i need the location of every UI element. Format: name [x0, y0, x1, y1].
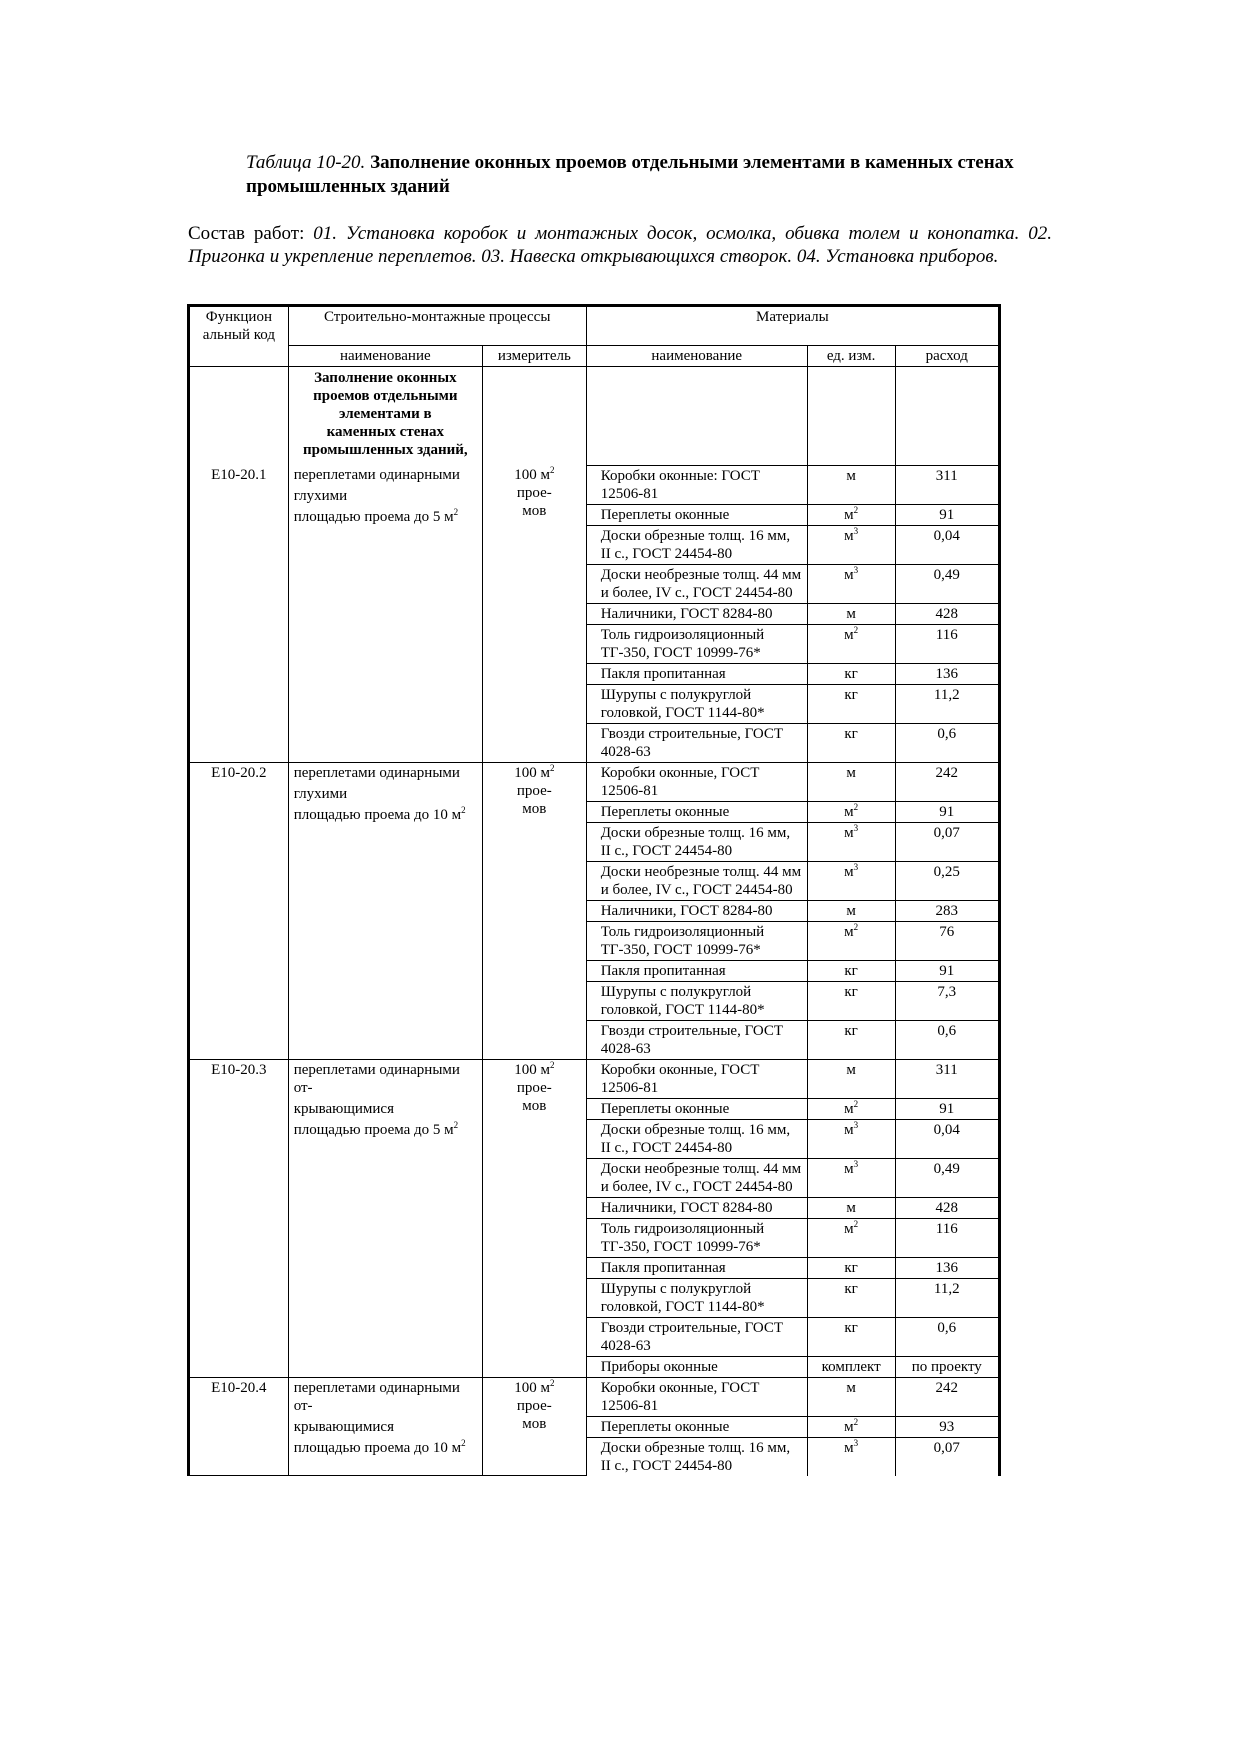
material-name: Гвозди строительные, ГОСТ 4028-63 — [586, 723, 807, 762]
material-name: Шурупы с полукруглой головкой, ГОСТ 1144-80* — [586, 684, 807, 723]
process-name-line: переплетами одинарными — [293, 467, 460, 483]
empty-cell — [482, 367, 586, 466]
superscript: 2 — [453, 1119, 459, 1130]
unit-text: кг — [844, 1319, 858, 1336]
unit-text: м — [844, 923, 854, 940]
material-name: Наличники, ГОСТ 8284-80 — [586, 603, 807, 624]
material-unit — [807, 663, 895, 684]
unit-text: м — [846, 1379, 856, 1396]
work-composition-text: 01. Установка коробок и монтажных досок, осмолка, обивка толем и конопатка. 02. Пригонка и укрепление переплетов. 03. Навеска открывающихся створок. 04. Установка приборов. — [188, 223, 1053, 267]
unit-text: м — [844, 626, 854, 643]
unit-text: кг — [844, 686, 858, 703]
material-unit — [807, 564, 895, 603]
superscript: 2 — [549, 1059, 555, 1070]
header-unit: ед. изм. — [807, 346, 895, 367]
empty-cell — [807, 367, 895, 466]
unit-text: м — [846, 467, 856, 484]
material-unit — [807, 861, 895, 900]
material-qty: 93 — [895, 1416, 1000, 1437]
unit-text: м — [846, 1061, 856, 1078]
unit-text: кг — [844, 725, 858, 742]
meter-value: 100 $м^2$ — [514, 1059, 555, 1078]
meter-value: 100 $м^2$ — [514, 762, 555, 781]
material-qty: 91 — [895, 801, 1000, 822]
unit-text: м — [844, 506, 854, 523]
unit-text: м — [846, 902, 856, 919]
material-qty: 11,2 — [895, 684, 1000, 723]
header-name: наименование — [288, 346, 482, 367]
material-qty: 0,25 — [895, 861, 1000, 900]
material-qty: 242 — [895, 762, 1000, 801]
unit-text: м — [844, 863, 854, 880]
meter-line: прое- — [516, 1079, 552, 1096]
unit-text: комплект — [821, 1358, 881, 1375]
unit-text: кг — [844, 665, 858, 682]
material-unit — [807, 801, 895, 822]
superscript: 3 — [853, 525, 859, 536]
header-code: Функцион альный код — [189, 306, 289, 367]
meter-line: мов — [522, 503, 547, 519]
material-unit — [807, 921, 895, 960]
table-title — [246, 151, 1046, 199]
material-qty: 91 — [895, 1098, 1000, 1119]
material-unit — [807, 1377, 895, 1416]
meter-line: мов — [522, 1415, 547, 1432]
process-name — [288, 1377, 482, 1476]
unit-text: м — [844, 1439, 854, 1456]
superscript: 2 — [549, 1377, 555, 1388]
process-name — [288, 762, 482, 1059]
material-unit — [807, 822, 895, 861]
material-qty: 311 — [895, 1059, 1000, 1098]
material-name: Доски обрезные толщ. 16 мм, II с., ГОСТ 24454-80 — [586, 1437, 807, 1476]
header-materials: Материалы — [586, 306, 999, 346]
table-row — [189, 1059, 1000, 1098]
material-unit — [807, 684, 895, 723]
material-name: Доски необрезные толщ. 44 мм и более, IV с., ГОСТ 24454-80 — [586, 564, 807, 603]
unit-text: м — [846, 605, 856, 622]
material-qty: 136 — [895, 1257, 1000, 1278]
material-name: Толь гидроизоляционный ТГ-350, ГОСТ 10999-76* — [586, 1218, 807, 1257]
unit-text: кг — [844, 983, 858, 1000]
material-unit — [807, 762, 895, 801]
work-composition-label: Состав работ: — [188, 223, 305, 244]
superscript: 2 — [853, 921, 859, 932]
material-qty: 0,6 — [895, 1317, 1000, 1356]
material-qty: 0,07 — [895, 1437, 1000, 1476]
material-name: Пакля пропитанная — [586, 1257, 807, 1278]
superscript: 2 — [453, 507, 459, 517]
superscript: 2 — [853, 801, 859, 812]
material-name: Шурупы с полукруглой головкой, ГОСТ 1144-80* — [586, 1278, 807, 1317]
table-number: Таблица 10-20. — [246, 152, 366, 173]
meter — [482, 762, 586, 1059]
unit-text: м — [844, 1418, 854, 1435]
unit-text: кг — [844, 1280, 858, 1297]
superscript: 3 — [853, 1437, 859, 1448]
unit-text: м — [844, 566, 854, 583]
material-qty: 76 — [895, 921, 1000, 960]
material-unit — [807, 504, 895, 525]
material-unit — [807, 525, 895, 564]
material-name: Приборы оконные — [586, 1356, 807, 1377]
material-name: Толь гидроизоляционный ТГ-350, ГОСТ 10999-76* — [586, 624, 807, 663]
header-row-bottom — [189, 346, 1000, 367]
table-row — [189, 1377, 1000, 1416]
row-code: Е10-20.3 — [189, 1059, 289, 1377]
process-name-line: площадью проема до 5 $м^2$ — [293, 1119, 459, 1138]
unit-text: м — [844, 1100, 854, 1117]
unit-text: м — [844, 1160, 854, 1177]
superscript: 2 — [461, 1437, 466, 1448]
material-unit — [807, 1197, 895, 1218]
material-qty: 0,49 — [895, 1158, 1000, 1197]
material-name: Коробки оконные, ГОСТ 12506-81 — [586, 1377, 807, 1416]
material-qty: 7,3 — [895, 981, 1000, 1020]
unit-text: кг — [844, 1259, 858, 1276]
material-qty: 0,49 — [895, 564, 1000, 603]
material-name: Пакля пропитанная — [586, 663, 807, 684]
process-name-line: глухими — [293, 488, 348, 504]
material-qty: 116 — [895, 1218, 1000, 1257]
material-unit — [807, 624, 895, 663]
material-qty: 91 — [895, 504, 1000, 525]
material-unit — [807, 1416, 895, 1437]
meter-line: мов — [522, 1097, 547, 1114]
header-meter: измеритель — [482, 346, 586, 367]
header-qty: расход — [895, 346, 1000, 367]
unit-text: м — [844, 824, 854, 841]
table-row — [189, 465, 1000, 504]
table-row — [189, 762, 1000, 801]
material-name: Пакля пропитанная — [586, 960, 807, 981]
superscript: 3 — [853, 1158, 859, 1169]
process-name-line: переплетами одинарными — [293, 764, 460, 781]
unit-text: м — [844, 527, 854, 544]
material-name: Наличники, ГОСТ 8284-80 — [586, 1197, 807, 1218]
process-name-line: глухими — [293, 785, 348, 802]
superscript: 2 — [853, 1218, 859, 1229]
material-name: Переплеты оконные — [586, 801, 807, 822]
unit-text: м — [844, 803, 854, 820]
material-unit — [807, 723, 895, 762]
superscript: 2 — [853, 624, 859, 635]
material-unit — [807, 1218, 895, 1257]
material-name: Переплеты оконные — [586, 504, 807, 525]
unit-text: м — [844, 1220, 854, 1237]
process-name-line: площадью проема до 10 $м^2$ — [293, 1437, 466, 1456]
process-name-line: переплетами одинарными от- — [293, 1061, 460, 1096]
material-qty: 428 — [895, 1197, 1000, 1218]
material-unit — [807, 1437, 895, 1476]
material-qty: 0,04 — [895, 1119, 1000, 1158]
table-heading: Заполнение оконных проемов отдельными элементами в каменных стенах промышленных зданий — [246, 152, 1014, 197]
superscript: 2 — [461, 804, 466, 815]
process-name-line: переплетами одинарными от- — [293, 1379, 460, 1414]
material-name: Доски необрезные толщ. 44 мм и более, IV с., ГОСТ 24454-80 — [586, 861, 807, 900]
material-unit — [807, 1317, 895, 1356]
material-unit — [807, 1278, 895, 1317]
material-unit — [807, 1098, 895, 1119]
material-qty: 0,04 — [895, 525, 1000, 564]
superscript: 2 — [549, 465, 555, 475]
meter-line: прое- — [516, 1397, 552, 1414]
material-qty: 428 — [895, 603, 1000, 624]
material-qty: 283 — [895, 900, 1000, 921]
material-name: Гвозди строительные, ГОСТ 4028-63 — [586, 1020, 807, 1059]
meter-line: прое- — [516, 782, 552, 799]
material-name: Коробки оконные, ГОСТ 12506-81 — [586, 762, 807, 801]
material-qty: 116 — [895, 624, 1000, 663]
material-qty: 11,2 — [895, 1278, 1000, 1317]
material-name: Доски обрезные толщ. 16 мм, II с., ГОСТ 24454-80 — [586, 1119, 807, 1158]
unit-text: м — [844, 1121, 854, 1138]
unit-text: м — [846, 764, 856, 781]
material-unit — [807, 603, 895, 624]
unit-text: кг — [844, 1022, 858, 1039]
process-name-line: площадью проема до 5 $м^2$ — [293, 507, 459, 525]
material-name: Переплеты оконные — [586, 1416, 807, 1437]
process-name-line: площадью проема до 10 $м^2$ — [293, 804, 466, 823]
material-name: Переплеты оконные — [586, 1098, 807, 1119]
material-unit — [807, 1356, 895, 1377]
table-body — [189, 367, 1000, 1476]
material-name: Коробки оконные, ГОСТ 12506-81 — [586, 1059, 807, 1098]
material-name: Наличники, ГОСТ 8284-80 — [586, 900, 807, 921]
work-composition — [188, 222, 1052, 268]
material-name: Толь гидроизоляционный ТГ-350, ГОСТ 10999-76* — [586, 921, 807, 960]
meter — [482, 465, 586, 762]
material-unit — [807, 1020, 895, 1059]
meter-value: 100 $м^2$ — [514, 1377, 555, 1396]
meter-line: прое- — [516, 485, 552, 501]
superscript: 3 — [853, 564, 859, 575]
header-mat-name: наименование — [586, 346, 807, 367]
superscript: 3 — [853, 861, 859, 872]
material-unit — [807, 1119, 895, 1158]
material-qty: по проекту — [895, 1356, 1000, 1377]
material-qty: 91 — [895, 960, 1000, 981]
meter-line: мов — [522, 800, 547, 817]
row-code: Е10-20.4 — [189, 1377, 289, 1476]
material-qty: 0,6 — [895, 1020, 1000, 1059]
unit-text: кг — [844, 962, 858, 979]
material-qty: 136 — [895, 663, 1000, 684]
header-row-top — [189, 306, 1000, 346]
superscript: 2 — [853, 504, 859, 515]
meter — [482, 1377, 586, 1476]
material-name: Гвозди строительные, ГОСТ 4028-63 — [586, 1317, 807, 1356]
meter — [482, 1059, 586, 1377]
superscript: 2 — [853, 1416, 859, 1427]
norms-table — [187, 304, 1001, 1476]
material-unit — [807, 981, 895, 1020]
material-name: Шурупы с полукруглой головкой, ГОСТ 1144-80* — [586, 981, 807, 1020]
section-intro: Заполнение оконных проемов отдельными элементами в каменных стенах промышленных зданий, — [288, 367, 482, 466]
superscript: 2 — [853, 1098, 859, 1109]
row-code: Е10-20.1 — [189, 465, 289, 762]
process-name-line: крывающимися — [293, 1418, 394, 1435]
empty-cell — [189, 367, 289, 466]
empty-cell — [895, 367, 1000, 466]
superscript: 3 — [853, 822, 859, 833]
material-name: Доски обрезные толщ. 16 мм, II с., ГОСТ 24454-80 — [586, 822, 807, 861]
process-name — [288, 465, 482, 762]
material-unit — [807, 1257, 895, 1278]
material-name: Коробки оконные: ГОСТ 12506-81 — [586, 465, 807, 504]
material-name: Доски необрезные толщ. 44 мм и более, IV с., ГОСТ 24454-80 — [586, 1158, 807, 1197]
material-qty: 311 — [895, 465, 1000, 504]
material-qty: 242 — [895, 1377, 1000, 1416]
material-unit — [807, 465, 895, 504]
material-name: Доски обрезные толщ. 16 мм, II с., ГОСТ 24454-80 — [586, 525, 807, 564]
material-qty: 0,6 — [895, 723, 1000, 762]
meter-value: 100 $м^2$ — [514, 465, 555, 483]
superscript: 2 — [549, 762, 555, 773]
material-unit — [807, 1059, 895, 1098]
process-name — [288, 1059, 482, 1377]
material-qty: 0,07 — [895, 822, 1000, 861]
unit-text: м — [846, 1199, 856, 1216]
row-code: Е10-20.2 — [189, 762, 289, 1059]
material-unit — [807, 900, 895, 921]
header-processes: Строительно-монтажные процессы — [288, 306, 586, 346]
material-unit — [807, 960, 895, 981]
process-name-line: крывающимися — [293, 1100, 394, 1117]
superscript: 3 — [853, 1119, 859, 1130]
empty-cell — [586, 367, 807, 466]
section-intro-row — [189, 367, 1000, 466]
material-unit — [807, 1158, 895, 1197]
